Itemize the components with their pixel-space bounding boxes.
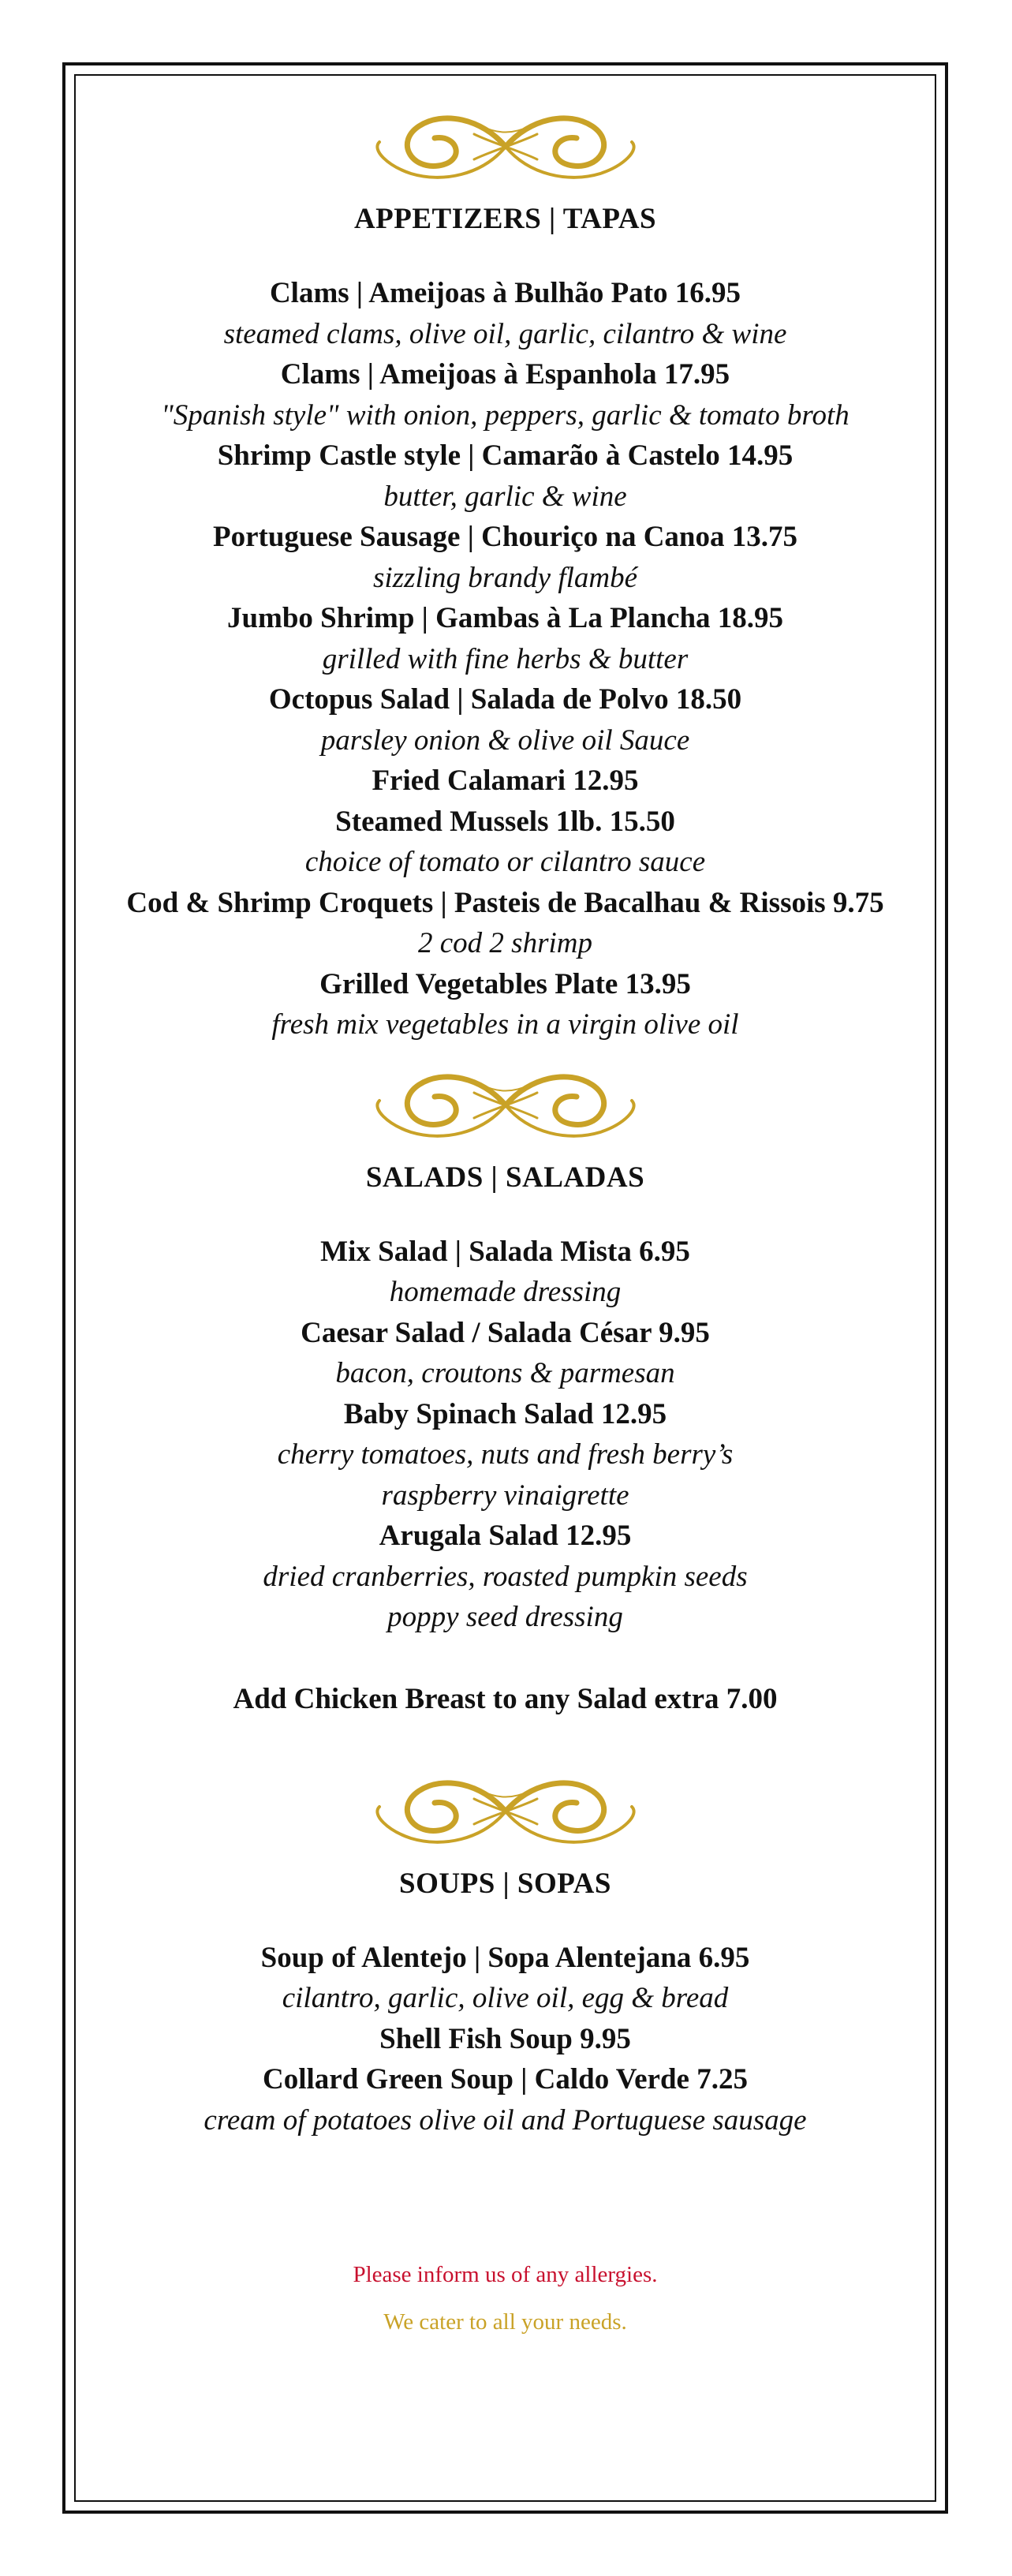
menu-item-description: homemade dressing	[389, 1276, 622, 1308]
section-title-soups: SOUPS | SOPAS	[399, 1867, 611, 1900]
menu-item-name: Clams | Ameijoas à Espanhola 17.95	[280, 358, 730, 391]
menu-item-name: Baby Spinach Salad 12.95	[343, 1397, 667, 1430]
menu-item-description: raspberry vinaigrette	[381, 1479, 629, 1512]
flourish-ornament-icon	[364, 1767, 648, 1856]
footer	[79, 2251, 932, 2346]
menu-item-description: grilled with fine herbs & butter	[322, 642, 689, 675]
menu-item-name: Collard Green Soup | Caldo Verde 7.25	[263, 2063, 748, 2096]
menu-item-name: Cod & Shrimp Croquets | Pasteis de Bacalhau & Rissois 9.75	[126, 886, 884, 919]
flourish-ornament-icon	[364, 1061, 648, 1150]
menu-item-name: Clams | Ameijoas à Bulhão Pato 16.95	[269, 277, 741, 309]
menu-item-name: Fried Calamari 12.95	[372, 765, 639, 797]
section-title-salads: SALADS | SALADAS	[365, 1161, 645, 1194]
allergy-notice: Please inform us of any allergies.	[353, 2262, 658, 2287]
menu-item-description: bacon, croutons & parmesan	[335, 1357, 675, 1389]
menu-item-description: parsley onion & olive oil Sauce	[320, 723, 690, 757]
menu-item-name: Soup of Alentejo | Sopa Alentejana 6.95	[260, 1941, 750, 1974]
menu-item-name: Shrimp Castle style | Camarão à Castelo 14.95	[217, 439, 794, 472]
soups-list	[79, 1938, 932, 2141]
menu-item-name: Octopus Salad | Salada de Polvo 18.50	[268, 683, 742, 716]
menu-item-description: butter, garlic & wine	[383, 480, 627, 513]
menu-item-name: Portuguese Sausage | Chouriço na Canoa 13.75	[213, 521, 797, 553]
menu-item-name: Steamed Mussels 1lb. 15.50	[335, 805, 675, 838]
menu-item-name: Jumbo Shrimp | Gambas à La Plancha 18.95	[226, 602, 784, 634]
catering-notice: We cater to all your needs.	[383, 2309, 627, 2335]
menu-item-description: "Spanish style" with onion, peppers, garlic & tomato broth	[161, 398, 850, 432]
menu-content	[79, 79, 932, 2346]
flourish-ornament-icon	[364, 103, 648, 191]
menu-item-description: cream of potatoes olive oil and Portuguese sausage	[204, 2103, 807, 2137]
menu-item-description: poppy seed dressing	[387, 1601, 623, 1633]
menu-item-name: Arugala Salad 12.95	[379, 1520, 632, 1552]
appetizers-list	[79, 273, 932, 1045]
menu-item-description: fresh mix vegetables in a virgin olive oil	[271, 1008, 739, 1041]
menu-item-description: choice of tomato or cilantro sauce	[304, 846, 706, 878]
menu-item-description: dried cranberries, roasted pumpkin seeds	[263, 1560, 748, 1593]
menu-item-description: steamed clams, olive oil, garlic, cilantro & wine	[223, 317, 787, 350]
menu-item-name: Shell Fish Soup 9.95	[379, 2022, 631, 2055]
menu-item-name: Mix Salad | Salada Mista 6.95	[320, 1235, 690, 1268]
menu-item-name: Caesar Salad / Salada César 9.95	[301, 1316, 710, 1349]
menu-item-description: cilantro, garlic, olive oil, egg & bread	[282, 1982, 729, 2014]
menu-item-name: Grilled Vegetables Plate 13.95	[319, 967, 691, 1000]
menu-item-description: 2 cod 2 shrimp	[418, 927, 592, 959]
salad-addon-note: Add Chicken Breast to any Salad extra 7.00	[233, 1682, 778, 1715]
section-title-appetizers: APPETIZERS | TAPAS	[353, 203, 657, 235]
salads-list	[79, 1232, 932, 1638]
menu-item-description: cherry tomatoes, nuts and fresh berry’s	[277, 1438, 734, 1471]
menu-item-description: sizzling brandy flambé	[372, 561, 638, 594]
